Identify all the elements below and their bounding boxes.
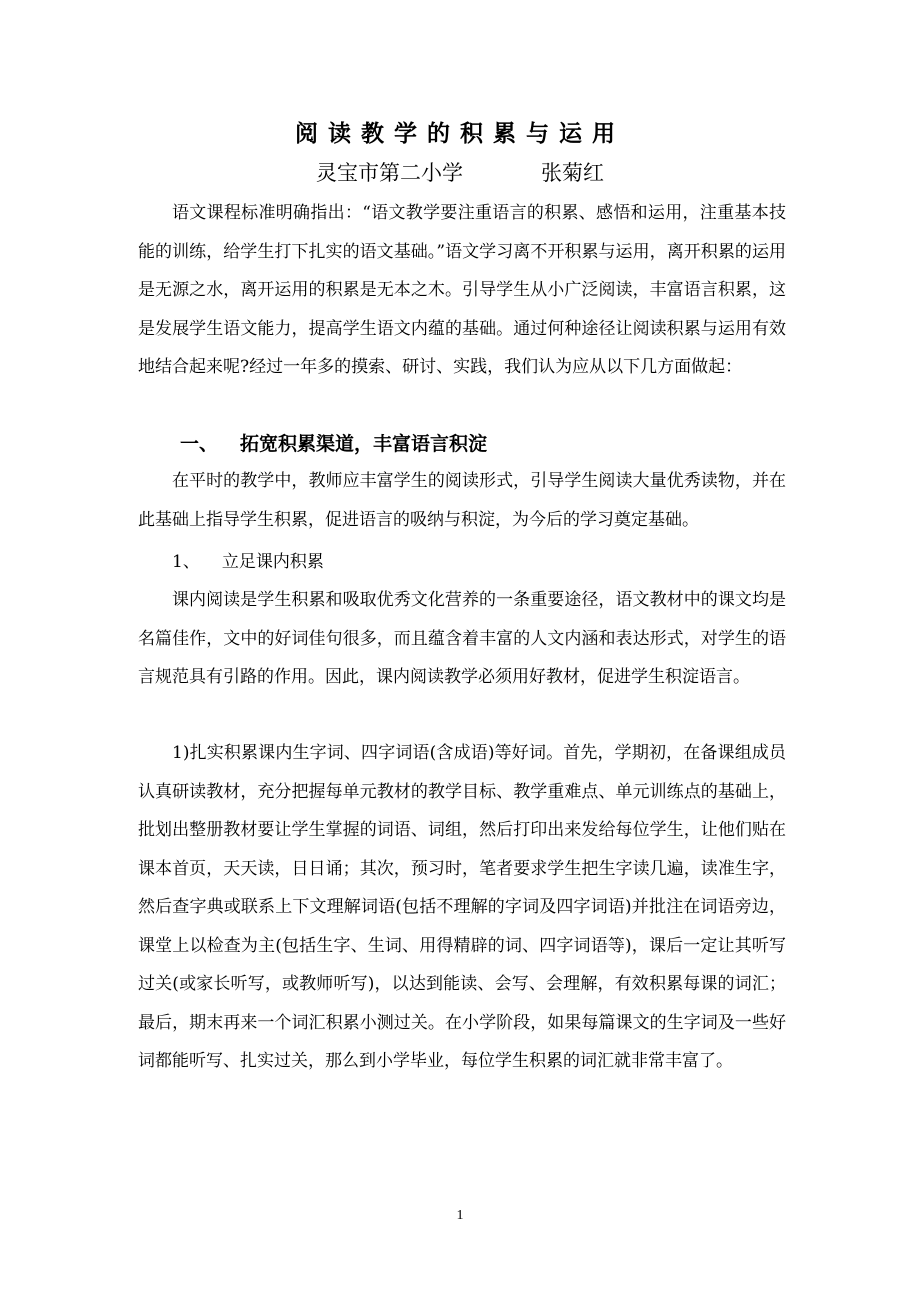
document-title: 阅读教学的积累与运用 — [295, 121, 625, 147]
author-line — [0, 157, 920, 189]
section-title: 拓宽积累渠道，丰富语言积淀 — [240, 433, 488, 455]
section-number: 一、 — [180, 433, 219, 455]
section-paragraph: 在平时的教学中，教师应丰富学生的阅读形式，引导学生阅读大量优秀读物，并在此基础上指导学生积累，促进语言的吸纳与积淀，为今后的学习奠定基础。 — [138, 471, 786, 530]
page-number: 1 — [456, 1208, 464, 1223]
intro-paragraph: 语文课程标准明确指出：“语文教学要注重语言的积累、感悟和运用，注重基本技能的训练，给学生打下扎实的语文基础。”语文学习离不开积累与运用，离开积累的运用是无源之水，离开运用的积累是无本之木。引导学生从小广泛阅读，丰富语言积累，这是发展学生语文能力，提高学生语文内蕴的基础。通过何种途径让阅读积累与运用有效地结合起来呢?经过一年多的摸索、研讨、实践，我们认为应从以下几方面做起： — [138, 203, 786, 377]
list-item-paragraph: 1)扎实积累课内生字词、四字词语(含成语)等好词。首先，学期初，在备课组成员认真研读教材，充分把握每单元教材的教学目标、教学重难点、单元训练点的基础上，批划出整册教材要让学生掌握的词语、词组，然后打印出来发给每位学生，让他们贴在课本首页，天天读，日日诵；其次，预习时，笔者要求学生把生字读几遍，读准生字，然后查字典或联系上下文理解词语(包括不理解的字词及四字词语)并批注在词语旁边，课堂上以检查为主(包括生字、生词、用得精辟的词、四字词语等)，课后一定让其听写过关(或家长听写，或教师听写)，以达到能读、会写、会理解，有效积累每课的词汇；最后，期末再来一个词汇积累小测过关。在小学阶段，如果每篇课文的生字词及一些好词都能听写、扎实过关，那么到小学毕业，每位学生积累的词汇就非常丰富了。 — [138, 743, 786, 1071]
subsection-number: 1、 — [172, 552, 200, 572]
subsection-title: 立足课内积累 — [221, 552, 324, 572]
subsection-paragraph: 课内阅读是学生积累和吸取优秀文化营养的一条重要途径，语文教材中的课文均是名篇佳作，文中的好词佳句很多，而且蕴含着丰富的人文内涵和表达形式，对学生的语言规范具有引路的作用。因此，课内阅读教学必须用好教材，促进学生积淀语言。 — [138, 590, 786, 687]
section-heading — [180, 426, 487, 462]
subsection-heading — [172, 544, 324, 580]
author-school: 灵宝市第二小学 — [316, 161, 463, 185]
author-name: 张菊红 — [541, 161, 604, 185]
